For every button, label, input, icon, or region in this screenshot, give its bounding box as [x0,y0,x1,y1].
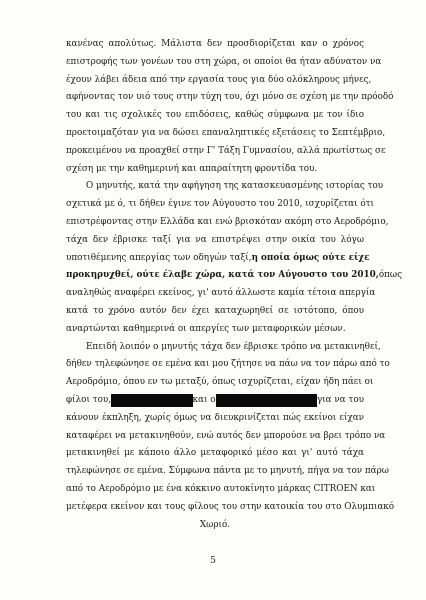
text-line: Αεροδρόμιο, όπου εν τω μεταξύ, όπως ισχυρίζεται, είχαν ήδη πάει οι [66,377,374,388]
document-body [66,36,403,534]
text-line [66,392,364,410]
redaction-block [216,394,317,407]
text-line: επιστροφής των γονέων του στη χώρα, οι οποίοι θα ήταν αδύνατον να [66,56,382,67]
text-line: αναρτώνται καθημερινά οι απεργίες των μεταφορικών μέσων. [66,323,346,334]
page-number: 5 [210,556,216,566]
text-line: δήθεν τηλεφώνησε σε εμένα και μου ζήτησε να πάω να τον πάρω από το [66,359,390,370]
text-segment: υποτιθέμενης απεργίας των οδηγών ταξί, [66,252,252,263]
text-segment: φίλοι του, [66,394,112,405]
text-line: προετοιμαζόταν για να δώσει επαναληπτικές εξετάσεις το Σεπτέμβριο, [66,127,386,138]
text-line: Χωριό. [199,519,231,530]
text-line: αναληθώς αναφέρει εκείνος, γι' αυτό άλλωστε καμία τέτοια απεργία [66,288,376,299]
bold-text-segment: η οποία όμως ούτε είχε [251,252,370,263]
text-line: καταφέρει να μετακινηθούν, ενώ αυτός δεν μπορούσε να βρει τρόπο να [66,430,386,441]
text-line: επιστρέφοντας στην Ελλάδα και ενώ βρισκόταν ακόμη στο Αεροδρόμιο, [66,216,389,227]
text-line: από το Αεροδρόμιο με ένα κόκκινο αυτοκίνητο μάρκας CITROEN και [66,483,376,494]
text-line [66,250,370,268]
text-line: κανένας απολύτως. Μάλιστα δεν προσδιορίζεται καν ο χρόνος [66,39,364,49]
text-line: μετέφερα εκείνον και τους φίλους του στην κατοικία του στο Ολυμπιακό [66,501,395,512]
text-line: Επειδή λοιπόν ο μηνυτής τάχα δεν έβρισκε τρόπο να μετακινηθεί, [86,341,381,352]
text-line: τάχα δεν έβρισκε ταξί για να επιστρέψει στην οικία του λόγω [66,234,364,245]
text-line: αφήνοντας τον υιό τους στην τύχη του, όχι μόνο σε σχέση με την πρόοδό [66,92,394,103]
text-segment: για να του [316,394,364,405]
text-line: Ο μηνυτής, κατά την αφήγηση της κατασκευασμένης ιστορίας του [86,181,384,192]
bold-text-segment: προκηρυχθεί, ούτε έλαβε χώρα, κατά τον Αύγουστο του 2010, [66,270,379,281]
text-line: κάνουν έκπληξη, χωρίς όμως να διευκρινίζεται πώς εκείνοι είχαν [66,412,364,423]
text-segment: και ο [192,394,216,405]
text-line: τηλεφώνησε σε εμένα. Σύμφωνα πάντα με το μηνυτή, πήγα να τον πάρω [66,466,389,477]
text-line: σχετικά με ό, τι δήθεν έγινε τον Αύγουστο του 2010, ισχυρίζεται ότι [66,199,374,210]
redaction-block [111,394,193,407]
text-line: μετακινηθεί με κάποιο άλλο μεταφορικό μέσο και γι' αυτό τάχα [66,448,364,459]
text-segment: όπως [378,270,403,281]
text-line: προκειμένου να προαχθεί στην Γ' Τάξη Γυμνασίου, αλλά πρωτίστως σε [66,145,386,156]
text-line: έχουν λάβει άδεια από την εργασία τους για δύο ολόκληρους μήνες, [66,74,372,85]
text-line [66,267,403,285]
text-line: σχέση με την καθημερινή και απαραίτητη φροντίδα του. [66,163,318,174]
text-line: του και τις σχολικές του επιδόσεις, καθώς σύμφωνα με τον ίδιο [66,110,364,121]
text-line: κατά το χρόνο αυτόν δεν έχει καταχωρηθεί σε ιστότοπο, όπου [66,305,364,316]
